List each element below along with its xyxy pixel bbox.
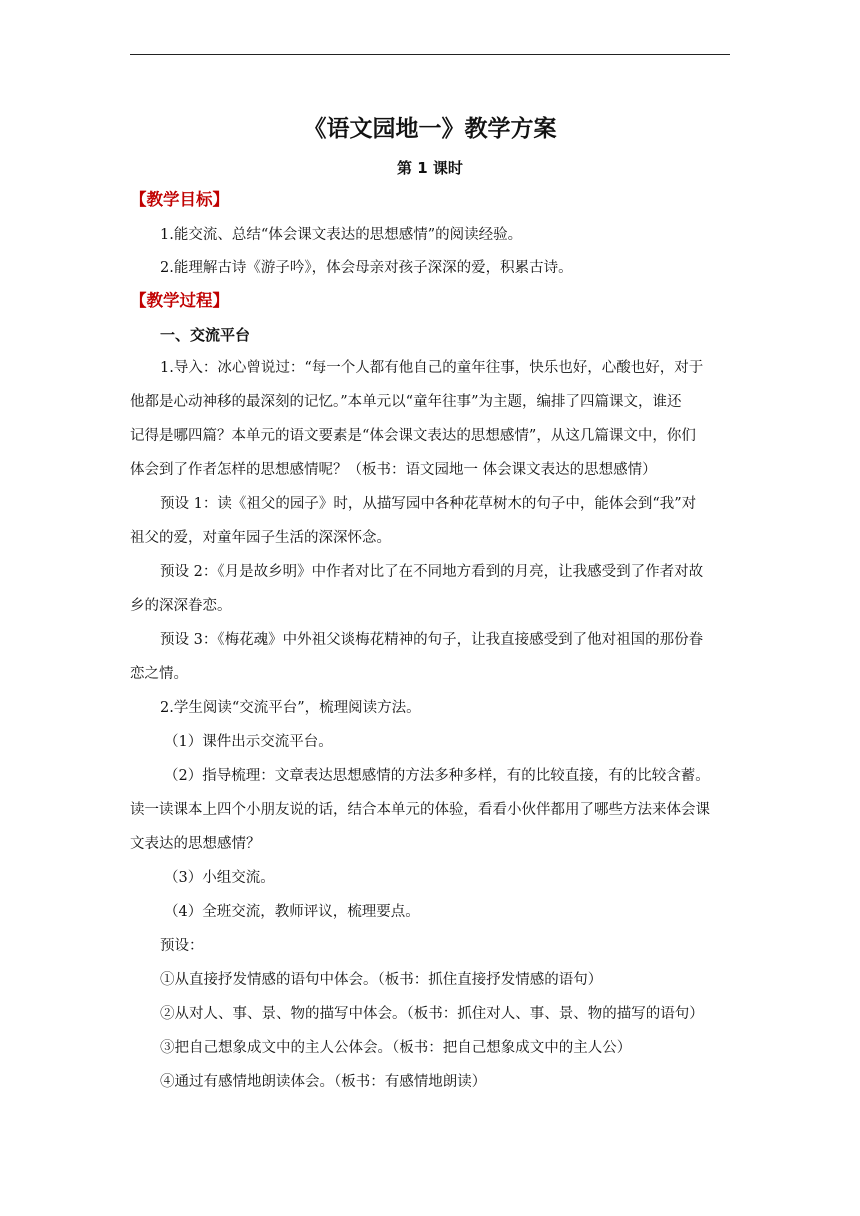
paragraph-line: 祖父的爱，对童年园子生活的深深怀念。 xyxy=(130,530,391,546)
paragraph-line: （1）课件出示交流平台。 xyxy=(164,734,333,750)
section-heading-goals: 【教学目标】 xyxy=(130,190,229,209)
preset-label: 预设： xyxy=(160,938,204,954)
preset-item: ②从对人、事、景、物的描写中体会。（板书：抓住对人、事、景、物的描写的语句） xyxy=(160,1006,704,1022)
paragraph-line: 2.学生阅读“交流平台”，梳理阅读方法。 xyxy=(160,700,421,716)
paragraph-line: （2）指导梳理：文章表达思想感情的方法多种多样，有的比较直接，有的比较含蓄。 xyxy=(164,768,710,784)
goal-item: 2.能理解古诗《游子吟》，体会母亲对孩子深深的爱，积累古诗。 xyxy=(160,260,573,276)
preset-item: ①从直接抒发情感的语句中体会。（板书：抓住直接抒发情感的语句） xyxy=(160,972,603,988)
goal-item: 1.能交流、总结“体会课文表达的思想感情”的阅读经验。 xyxy=(160,227,523,243)
preset-item: ③把自己想象成文中的主人公体会。（板书：把自己想象成文中的主人公） xyxy=(160,1040,632,1056)
section-heading-process: 【教学过程】 xyxy=(130,291,229,310)
lesson-period: 第 1 课时 xyxy=(397,159,463,177)
preset-item: ④通过有感情地朗读体会。（板书：有感情地朗读） xyxy=(160,1074,487,1090)
paragraph-line: 预设 2：《月是故乡明》中作者对比了在不同地方看到的月亮，让我感受到了作者对故 xyxy=(160,564,704,580)
paragraph-line: 乡的深深眷恋。 xyxy=(130,598,232,614)
document-title: 《语文园地一》教学方案 xyxy=(303,116,557,142)
paragraph-line: 预设 3：《梅花魂》中外祖父谈梅花精神的句子，让我直接感受到了他对祖国的那份眷 xyxy=(160,632,704,648)
paragraph-line: 预设 1：读《祖父的园子》时，从描写园中各种花草树木的句子中，能体会到“我”对 xyxy=(160,496,697,512)
paragraph-line: 读一读课本上四个小朋友说的话，结合本单元的体验，看看小伙伴都用了哪些方法来体会课 xyxy=(130,802,710,818)
header-rule xyxy=(130,54,730,55)
paragraph-line: 记得是哪四篇？本单元的语文要素是“体会课文表达的思想感情”，从这几篇课文中，你们 xyxy=(130,428,696,444)
paragraph-line: 1.导入：冰心曾说过：“每一个人都有他自己的童年往事，快乐也好，心酸也好，对于 xyxy=(160,360,704,376)
paragraph-line: 恋之情。 xyxy=(130,666,188,682)
paragraph-line: 体会到了作者怎样的思想感情呢？（板书：语文园地一 体会课文表达的思想感情） xyxy=(130,462,657,478)
paragraph-line: （3）小组交流。 xyxy=(164,870,275,886)
paragraph-line: 他都是心动神移的最深刻的记忆。”本单元以“童年往事”为主题，编排了四篇课文，谁还 xyxy=(130,394,682,410)
paragraph-line: （4）全班交流，教师评议，梳理要点。 xyxy=(164,904,420,920)
paragraph-line: 文表达的思想感情？ xyxy=(130,836,261,852)
subsection-title: 一、交流平台 xyxy=(160,326,251,344)
